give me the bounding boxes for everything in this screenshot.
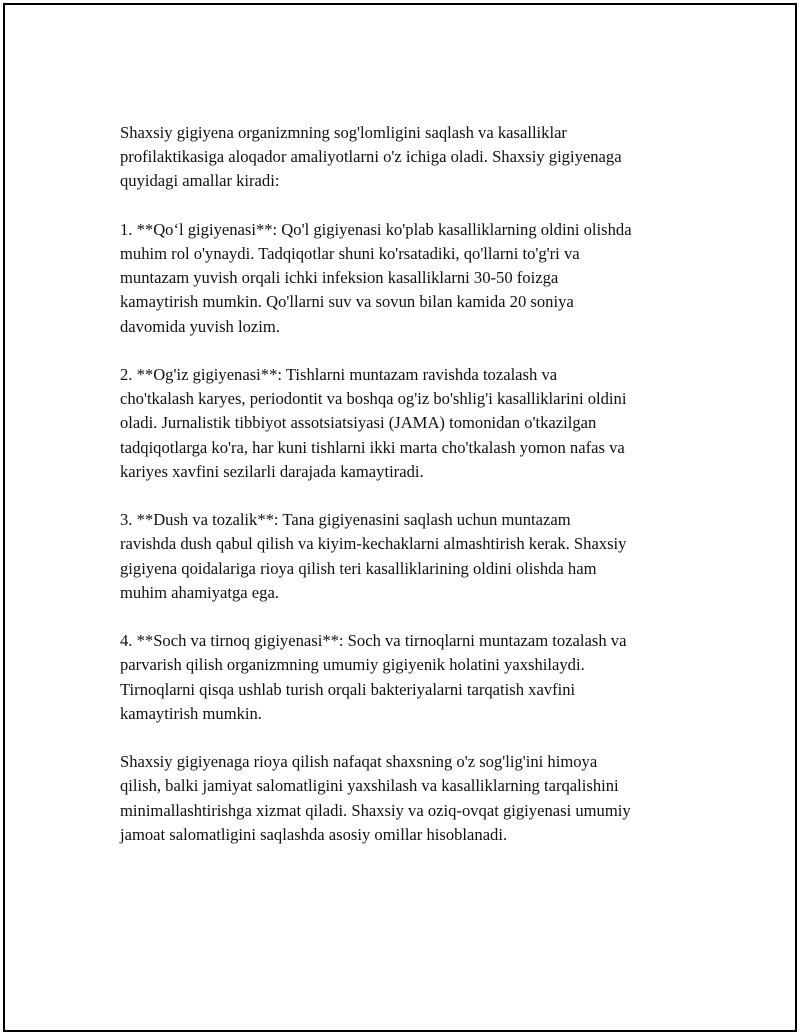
hand-hygiene-paragraph: 1. **Qo‘l gigiyenasi**: Qo'l gigiyenasi ko'plab kasalliklarning oldini olishda muhim rol o'ynaydi. Tadqiqotlar shuni ko'rsatadiki, qo'llarni to'g'ri va muntazam yuvish orqali ichki infeksion kasalliklarni 30-50 foizga kamaytirish mumkin. Qo'llarni suv va sovun bilan kamida 20 soniya davomida yuvish lozim. xyxy=(120,219,632,336)
intro-paragraph: Shaxsiy gigiyena organizmning sog'lomligini saqlash va kasalliklar profilaktikasiga aloqador amaliyotlarni o'z ichiga oladi. Shaxsiy gigiyenaga quyidagi amallar kiradi: xyxy=(120,123,622,191)
shower-cleanliness-paragraph: 3. **Dush va tozalik**: Tana gigiyenasini saqlash uchun muntazam ravishda dush qabul qilish va kiyim-kechaklarni almashtirish kerak. Shaxsiy gigiyena qoidalariga rioya qilish teri kasalliklarining oldini olishda ham muhim ahamiyatga ega. xyxy=(120,510,627,602)
conclusion-paragraph: Shaxsiy gigiyenaga rioya qilish nafaqat shaxsning o'z sog'lig'ini himoya qilish, balki jamiyat salomatligini yaxshilash va kasalliklarning tarqalishini minimallashtirishga xizmat qiladi. Shaxsiy va oziq-ovqat gigiyenasi umumiy jamoat salomatligini saqlashda asosiy omillar hisoblanadi. xyxy=(120,752,631,844)
document-body xyxy=(120,121,720,871)
hair-nail-hygiene-paragraph: 4. **Soch va tirnoq gigiyenasi**: Soch va tirnoqlarni muntazam tozalash va parvarish qilish organizmning umumiy gigiyenik holatini yaxshilaydi. Tirnoqlarni qisqa ushlab turish orqali bakteriyalarni tarqatish xavfini kamaytirish mumkin. xyxy=(120,631,627,723)
document-page xyxy=(3,3,797,1032)
oral-hygiene-paragraph: 2. **Og'iz gigiyenasi**: Tishlarni muntazam ravishda tozalash va cho'tkalash karyes, periodontit va boshqa og'iz bo'shlig'i kasalliklarini oldini oladi. Jurnalistik tibbiyot assotsiatsiyasi (JAMA) tomonidan o'tkazilgan tadqiqotlarga ko'ra, har kuni tishlarni ikki marta cho'tkalash yomon nafas va kariyes xavfini sezilarli darajada kamaytiradi. xyxy=(120,365,627,481)
